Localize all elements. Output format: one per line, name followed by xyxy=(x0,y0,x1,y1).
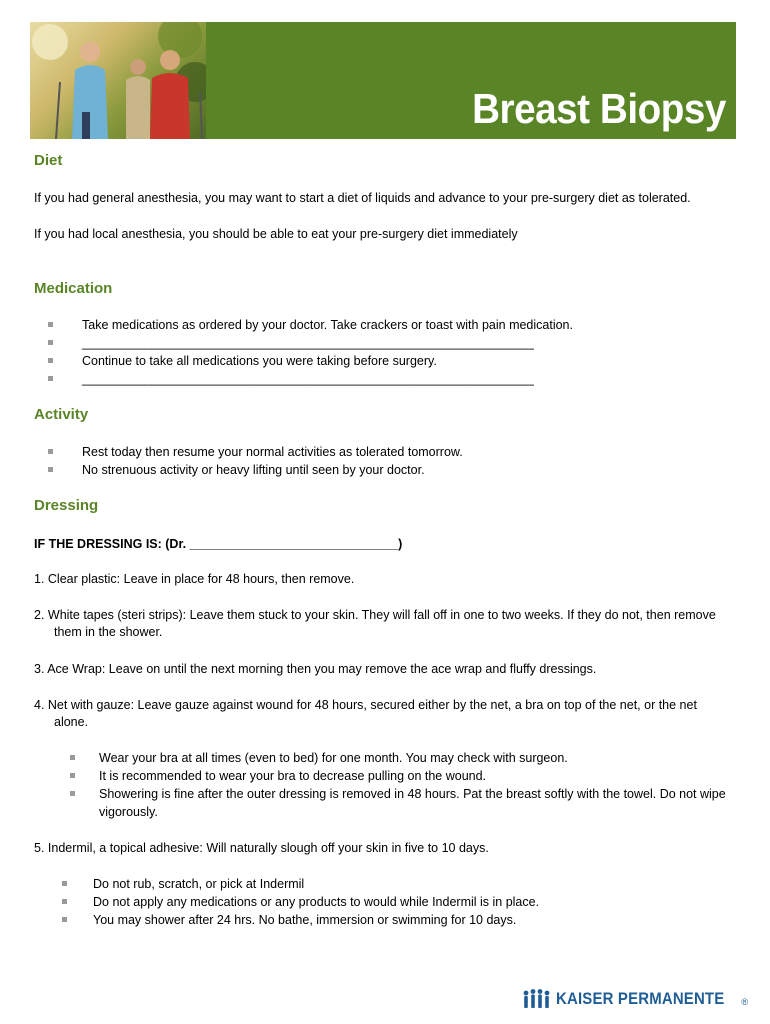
diet-paragraph-general: If you had general anesthesia, you may want to start a diet of liquids and advance to your pre-surgery diet as tolerated. xyxy=(34,191,691,205)
header-photo xyxy=(30,22,206,139)
medication-heading: Medication xyxy=(34,280,113,297)
dressing-intro: IF THE DRESSING IS: (Dr. ______________________________) xyxy=(34,537,403,551)
registered-mark: ® xyxy=(741,997,748,1007)
activity-heading: Activity xyxy=(34,406,89,423)
list-item: Wear your bra at all times (even to bed) for one month. You may check with surgeon. xyxy=(70,749,730,767)
dressing-step-4-line-2: alone. xyxy=(54,715,89,729)
list-item: Continue to take all medications you were taking before surgery. xyxy=(48,352,728,370)
bullet-square-icon xyxy=(70,791,75,796)
list-item: _________________________________________________________________ xyxy=(48,334,728,352)
bullet-square-icon xyxy=(62,881,67,886)
list-item: Do not apply any medications or any products to would while Indermil is in place. xyxy=(62,893,732,911)
bullet-square-icon xyxy=(48,376,53,381)
hikers-photo-icon xyxy=(30,22,206,139)
dressing-step-4 xyxy=(34,697,734,731)
bullet-square-icon xyxy=(62,917,67,922)
bullet-square-icon xyxy=(70,755,75,760)
list-item: vigorously. xyxy=(99,805,158,819)
list-item: You may shower after 24 hrs. No bathe, immersion or swimming for 10 days. xyxy=(62,911,732,929)
dressing-step-2-line-2: them in the shower. xyxy=(54,625,163,639)
kaiser-permanente-logo xyxy=(522,988,748,1010)
dressing-step-5: 5. Indermil, a topical adhesive: Will naturally slough off your skin in five to 10 days. xyxy=(34,841,489,855)
list-item: _________________________________________________________________ xyxy=(48,370,728,388)
bullet-square-icon xyxy=(48,340,53,345)
medication-list xyxy=(48,316,728,388)
diet-heading: Diet xyxy=(34,152,63,169)
dressing-heading: Dressing xyxy=(34,497,99,514)
kaiser-permanente-wordmark: KAISER PERMANENTE xyxy=(555,989,725,1008)
list-item: No strenuous activity or heavy lifting until seen by your doctor. xyxy=(48,461,728,479)
page-title: Breast Biopsy xyxy=(472,85,726,132)
bullet-square-icon xyxy=(48,322,53,327)
kaiser-permanente-logo-icon xyxy=(522,988,552,1010)
list-item: Do not rub, scratch, or pick at Indermil xyxy=(62,875,732,893)
list-item: It is recommended to wear your bra to decrease pulling on the wound. xyxy=(70,767,730,785)
dressing-step-2-line-1: 2. White tapes (steri strips): Leave them stuck to your skin. They will fall off in one to two weeks. If they do not, then remove xyxy=(34,608,716,622)
list-item: Rest today then resume your normal activities as tolerated tomorrow. xyxy=(48,443,728,461)
activity-list xyxy=(48,443,728,479)
list-item: Showering is fine after the outer dressing is removed in 48 hours. Pat the breast softly with the towel. Do not wipe xyxy=(70,785,730,803)
dressing-step-4-line-1: 4. Net with gauze: Leave gauze against wound for 48 hours, secured either by the net, a bra on top of the net, or the net xyxy=(34,698,697,712)
bullet-square-icon xyxy=(48,467,53,472)
list-item: Take medications as ordered by your doctor. Take crackers or toast with pain medication. xyxy=(48,316,728,334)
bullet-square-icon xyxy=(48,449,53,454)
bullet-square-icon xyxy=(62,899,67,904)
dressing-step-2 xyxy=(34,607,734,641)
bullet-square-icon xyxy=(48,358,53,363)
indermil-list xyxy=(62,875,732,929)
dressing-step-1: 1. Clear plastic: Leave in place for 48 hours, then remove. xyxy=(34,572,355,586)
diet-paragraph-local: If you had local anesthesia, you should be able to eat your pre-surgery diet immediately xyxy=(34,227,518,241)
net-gauze-list xyxy=(70,749,730,821)
header-banner xyxy=(206,22,736,139)
bullet-square-icon xyxy=(70,773,75,778)
dressing-step-3: 3. Ace Wrap: Leave on until the next morning then you may remove the ace wrap and fluffy dressings. xyxy=(34,662,597,676)
